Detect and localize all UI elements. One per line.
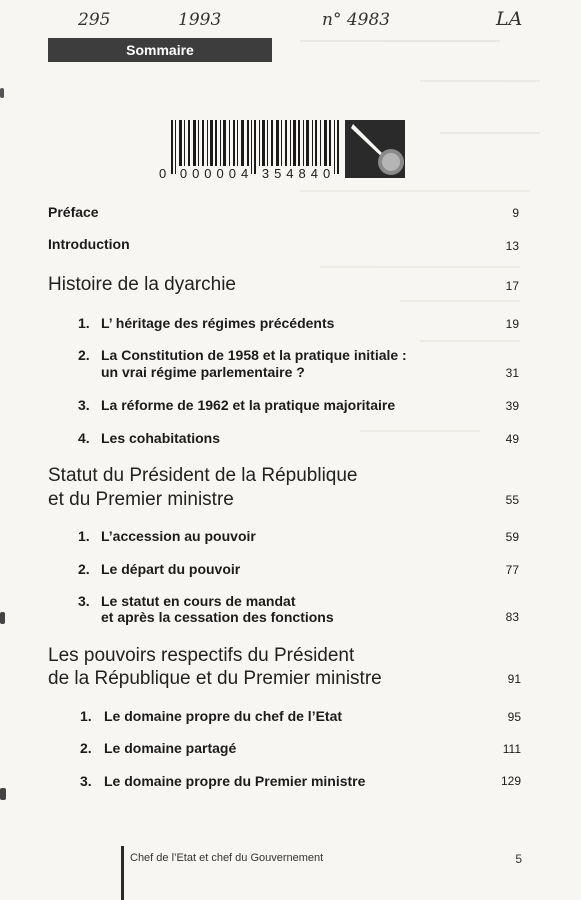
chapter-page: 31 [505, 366, 519, 380]
sommaire-banner: Sommaire [48, 38, 272, 62]
chapter-number: 1. [78, 528, 90, 544]
part-title-line2: et du Premier ministre [48, 489, 234, 510]
chapter-page: 39 [505, 399, 519, 413]
chapter-title-line2: un vrai régime parlementaire ? [101, 364, 305, 380]
chapter-page: 59 [505, 530, 519, 544]
chapter-page: 19 [505, 317, 519, 331]
chapter-page: 83 [505, 610, 519, 624]
chapter-title: L’accession au pouvoir [101, 528, 256, 544]
part-title: Statut du Président de la République [48, 465, 358, 486]
part-page: 55 [505, 493, 519, 507]
chapter-number: 3. [78, 593, 90, 609]
chapter-page: 111 [502, 742, 521, 756]
part-title: Les pouvoirs respectifs du Président [48, 645, 355, 666]
preface-label: Préface [48, 204, 99, 220]
footer-running-title: Chef de l’Etat et chef du Gouvernement [130, 852, 324, 864]
preface-page: 9 [512, 206, 519, 220]
chapter-page: 95 [507, 710, 521, 724]
handwritten-note-295: 295 [78, 10, 111, 30]
chapter-title: Le domaine propre du chef de l’Etat [104, 708, 343, 724]
chapter-number: 1. [80, 708, 92, 724]
chapter-number: 1. [78, 315, 90, 331]
chapter-number: 4. [78, 430, 90, 446]
footer-page-number: 5 [515, 852, 522, 866]
chapter-title: Les cohabitations [101, 430, 221, 446]
chapter-title: Le domaine propre du Premier ministre [104, 773, 366, 789]
scan-mark [0, 612, 5, 624]
introduction-page: 13 [505, 239, 519, 253]
scan-mark [0, 788, 6, 800]
barcode [159, 118, 409, 186]
chapter-number: 3. [78, 397, 90, 413]
chapter-title: Le domaine partagé [104, 740, 237, 756]
handwritten-note-initials: LA [496, 8, 523, 30]
part-title-line2: de la République et du Premier ministre [48, 668, 382, 689]
barcode-digits: 0 000004 354840 [159, 166, 336, 181]
chapter-title: Le départ du pouvoir [101, 561, 241, 577]
chapter-title-line2: et après la cessation des fonctions [101, 609, 334, 625]
footer-rule [121, 846, 124, 900]
chapter-number: 3. [80, 773, 92, 789]
chapter-page: 77 [505, 563, 519, 577]
chapter-number: 2. [78, 561, 90, 577]
chapter-title: La réforme de 1962 et la pratique majoritaire [101, 397, 396, 413]
chapter-page: 129 [500, 774, 521, 788]
part-page: 17 [505, 279, 519, 293]
chapter-title: La Constitution de 1958 et la pratique initiale : [101, 347, 407, 363]
part-page: 91 [507, 672, 521, 686]
introduction-label: Introduction [48, 236, 130, 252]
handwritten-note-year: 1993 [178, 10, 222, 30]
chapter-number: 2. [78, 347, 90, 363]
part-title: Histoire de la dyarchie [48, 274, 236, 295]
handwritten-note-number: n° 4983 [322, 10, 391, 30]
chapter-title: L’ héritage des régimes précédents [101, 315, 335, 331]
chapter-page: 49 [505, 432, 519, 446]
scan-mark [0, 88, 4, 98]
chapter-number: 2. [80, 740, 92, 756]
chapter-title: Le statut en cours de mandat [101, 593, 296, 609]
